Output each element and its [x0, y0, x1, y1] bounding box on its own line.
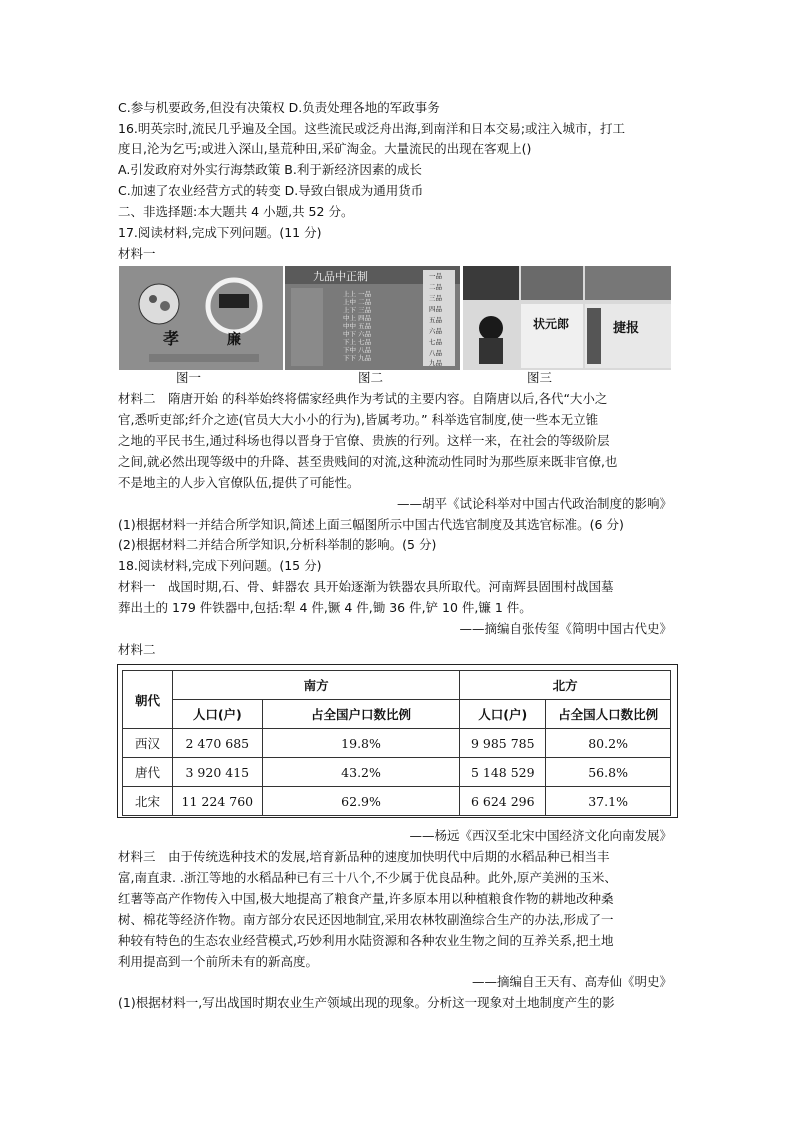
figure-1-text-lian: 廉	[227, 332, 241, 348]
figure-2-grade: 一品	[429, 272, 442, 280]
cell-share-south: 19.8%	[262, 729, 460, 758]
question-16-stem-1: 16.明英宗时,流民几乎遍及全国。这些流民或泛舟出海,到南洋和日本交易;或注入城市，打工	[118, 121, 626, 136]
cell-pop-south: 11 224 760	[172, 787, 262, 816]
q18-material-2-source: ——杨远《西汉至北宋中国经济文化向南发展》	[409, 828, 672, 843]
cell-dynasty: 北宋	[123, 787, 173, 816]
cell-share-south: 43.2%	[262, 758, 460, 787]
figure-2-grade: 三品	[429, 294, 442, 302]
q18-material-1: 葬出土的 179 件铁器中,包括:犁 4 件,镢 4 件,锄 36 件,铲 10 件,镰 1 件。	[118, 600, 532, 615]
material-2-para: 之间,就必然出现等级中的升降、甚至贵贱间的对流,这种流动性同时为那些原来既非官僚,也	[118, 454, 618, 469]
figure-2-grade: 六品	[429, 327, 442, 335]
question-18-1: (1)根据材料一,写出战国时期农业生产领域出现的现象。分析这一现象对土地制度产生的影	[118, 995, 615, 1010]
figure-3-text-zhuangyuan: 状元郎	[533, 317, 570, 331]
material-2-para: 之地的平民书生,通过科场也得以晋身于官僚、贵族的行列。这样一来，在社会的等级阶层	[118, 433, 610, 448]
figure-3-image	[463, 266, 671, 370]
table-row	[123, 758, 671, 787]
figure-2-row: 上中 二品	[343, 298, 372, 306]
question-17-1: (1)根据材料一并结合所学知识,简述上面三幅图所示中国古代选官制度及其选官标准。(6 分)	[118, 517, 624, 532]
figure-2-row: 下上 七品	[343, 338, 372, 346]
table-row	[123, 787, 671, 816]
q18-material-3: 材料三 由于传统选种技术的发展,培育新品种的速度加快明代中后期的水稻品种已相当丰	[118, 849, 610, 864]
material-2-para: 官,悉听吏部;纤介之迹(官员大大小小的行为),皆属考功。” 科举选官制度,使一些本无立锥	[118, 412, 599, 427]
material-1-label: 材料一	[118, 246, 156, 261]
q18-material-3: 利用提高到一个前所未有的新高度。	[118, 954, 319, 969]
q18-material-1: 材料一 战国时期,石、骨、蚌器农 具开始逐渐为铁器农具所取代。河南辉县固围村战国墓	[118, 579, 614, 594]
header-share-south: 占全国户口数比例	[262, 700, 460, 729]
figure-1-illustration	[119, 266, 283, 370]
figure-2-grade: 四品	[429, 305, 442, 313]
figure-2-row: 中下 六品	[343, 330, 372, 338]
figure-1-image	[119, 266, 283, 370]
figure-2-caption: 图二	[358, 370, 384, 385]
cell-share-north: 56.8%	[546, 758, 671, 787]
header-south: 南方	[172, 671, 459, 700]
figure-2-image	[285, 266, 460, 370]
figure-2-row: 下下 九品	[343, 354, 372, 362]
figure-2-title: 九品中正制	[313, 270, 368, 283]
figure-1-text-xiao: 孝	[163, 329, 180, 348]
cell-pop-north: 5 148 529	[460, 758, 546, 787]
cell-pop-north: 9 985 785	[460, 729, 546, 758]
cell-dynasty: 西汉	[123, 729, 173, 758]
question-16-stem-2: 度日,沦为乞丐;或进入深山,垦荒种田,采矿淘金。大量流民的出现在客观上()	[118, 141, 532, 156]
figure-3-collage	[463, 266, 671, 370]
figures-row	[119, 266, 671, 370]
material-2-para: 材料二 隋唐开始 的科举始终将儒家经典作为考试的主要内容。自隋唐以后,各代“大小之	[118, 391, 608, 406]
table-row	[123, 729, 671, 758]
question-17-2: (2)根据材料二并结合所学知识,分析科举制的影响。(5 分)	[118, 537, 437, 552]
question-16-options-ab: A.引发政府对外实行海禁政策 B.利于新经济因素的成长	[118, 162, 422, 177]
figure-2-chart-illustration	[285, 266, 460, 370]
q18-material-3-source: ——摘编自王天有、高寿仙《明史》	[471, 974, 672, 989]
q18-material-1-source: ——摘编自张传玺《简明中国古代史》	[459, 621, 672, 636]
cell-pop-south: 3 920 415	[172, 758, 262, 787]
question-18-title: 18.阅读材料,完成下列问题。(15 分)	[118, 558, 322, 573]
header-population-south: 人口(户)	[172, 700, 262, 729]
cell-share-north: 37.1%	[546, 787, 671, 816]
cell-dynasty: 唐代	[123, 758, 173, 787]
q18-material-3: 富,南直隶. .浙江等地的水稻品种已有三十八个,不少属于优良品种。此外,原产美洲的玉米、	[118, 870, 617, 885]
q18-material-3: 红薯等高产作物传入中国,极大地提高了粮食产量,许多原本用以种植粮食作物的耕地改种桑	[118, 891, 614, 906]
figure-2-grade: 九品	[429, 359, 442, 367]
cell-share-north: 80.2%	[546, 729, 671, 758]
q18-material-3: 树、棉花等经济作物。南方部分农民还因地制宜,采用农林牧副渔综合生产的办法,形成了一	[118, 912, 614, 927]
figure-2-grade: 二品	[429, 283, 442, 291]
figure-2-row: 中中 五品	[343, 322, 372, 330]
figure-1-caption: 图一	[176, 370, 202, 385]
figure-2-grade: 七品	[429, 338, 442, 346]
cell-pop-south: 2 470 685	[172, 729, 262, 758]
population-table	[122, 670, 671, 816]
cell-pop-north: 6 624 296	[460, 787, 546, 816]
material-2-source: ——胡平《试论科举对中国古代政治制度的影响》	[396, 496, 672, 511]
figure-3-caption: 图三	[527, 370, 553, 385]
figure-2-row: 上下 三品	[343, 306, 372, 314]
figure-3-text-jiebao: 捷报	[613, 321, 640, 336]
figure-2-grade: 五品	[429, 316, 442, 324]
question-17-title: 17.阅读材料,完成下列问题。(11 分)	[118, 225, 322, 240]
figure-2-row: 上上 一品	[343, 290, 372, 298]
section-heading: 二、非选择题:本大题共 4 小题,共 52 分。	[118, 204, 354, 219]
material-2-para: 不是地主的人步入官僚队伍,提供了可能性。	[118, 475, 360, 490]
header-share-north: 占全国人口数比例	[546, 700, 671, 729]
header-north: 北方	[460, 671, 671, 700]
cell-share-south: 62.9%	[262, 787, 460, 816]
q18-material-2-label: 材料二	[118, 642, 156, 657]
figure-2-row: 中上 四品	[343, 314, 372, 322]
question-16-options-cd: C.加速了农业经营方式的转变 D.导致白银成为通用货币	[118, 183, 424, 198]
figure-2-grade: 八品	[429, 349, 442, 357]
option-line-c-d: C.参与机要政务,但没有决策权 D.负责处理各地的军政事务	[118, 100, 440, 115]
header-population-north: 人口(户)	[460, 700, 546, 729]
header-dynasty: 朝代	[123, 671, 173, 729]
q18-material-3: 种较有特色的生态农业经营模式,巧妙利用水陆资源和各种农业生物之间的互养关系,把土地	[118, 933, 614, 948]
figure-2-row: 下中 八品	[343, 346, 372, 354]
